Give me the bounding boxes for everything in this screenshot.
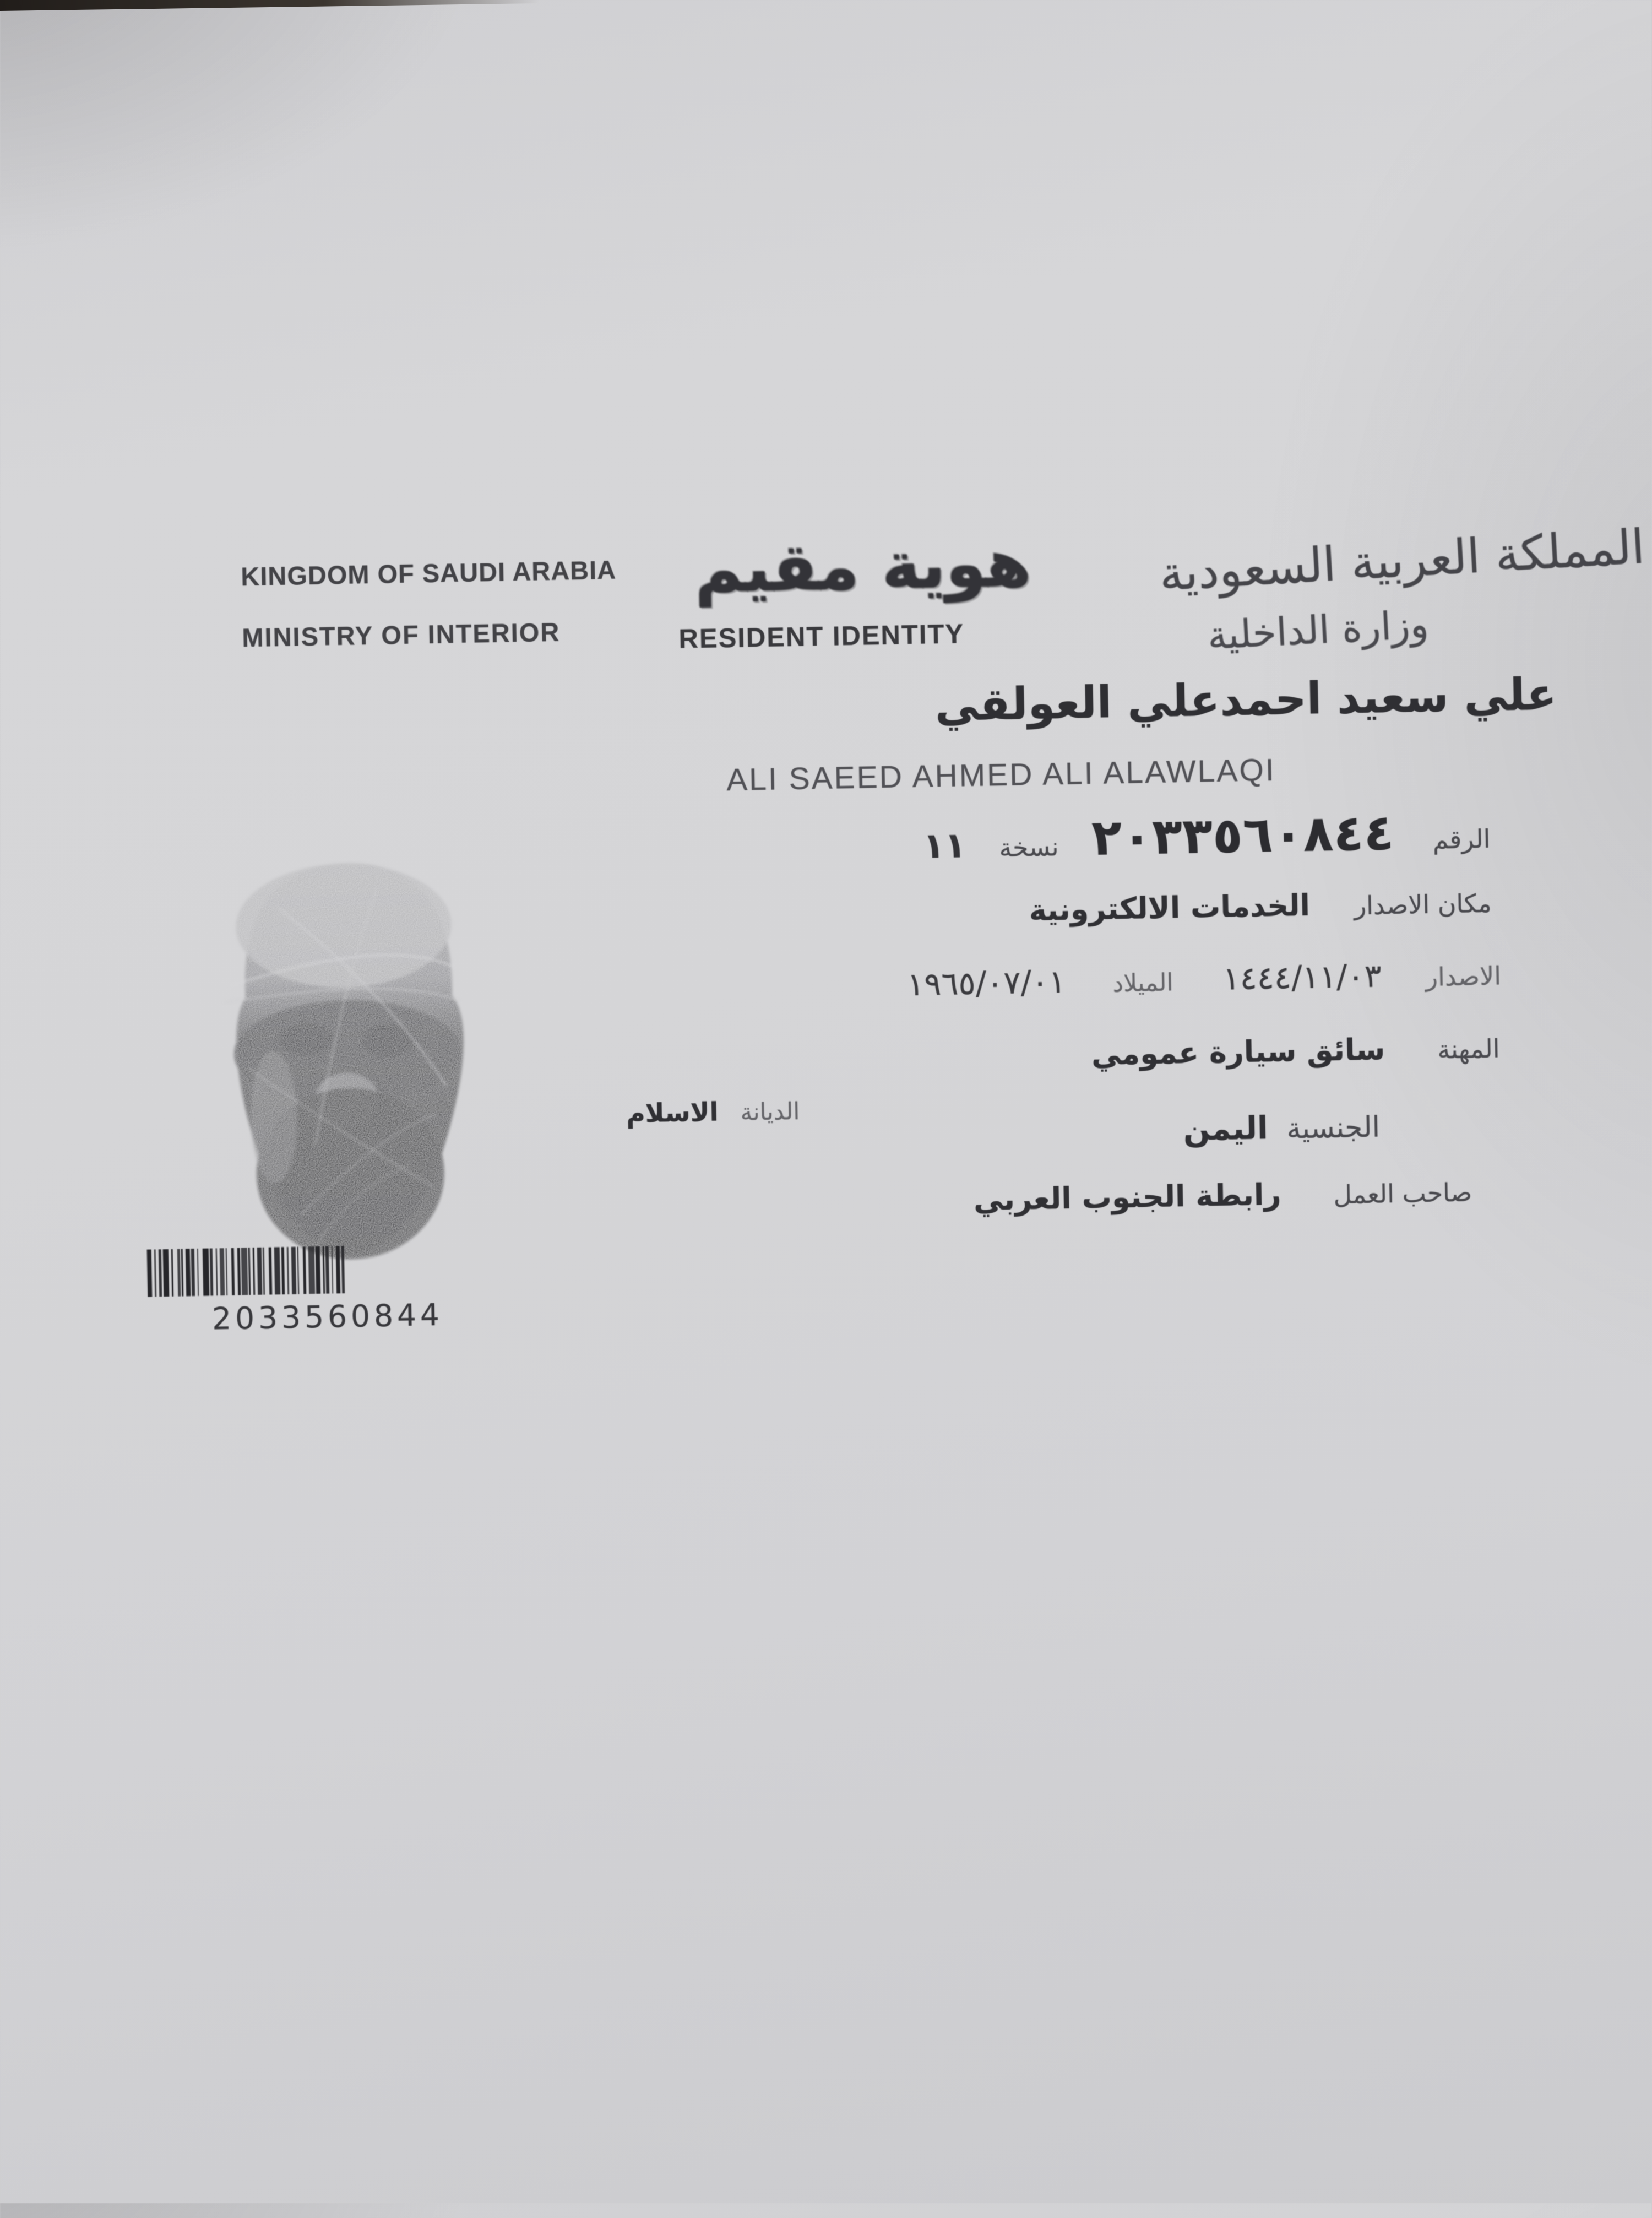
barcode-bar <box>323 1246 325 1294</box>
barcode-bar <box>316 1246 320 1294</box>
issue-place-row <box>1029 885 1492 928</box>
employer-row <box>974 1174 1472 1218</box>
religion-row <box>626 1096 800 1129</box>
copy-number-value: ١١ <box>922 825 966 867</box>
title-calligraphy-arabic: هوية مقيم <box>694 525 1032 608</box>
id-number-value: ٢٠٣٣٥٦٠٨٤٤ <box>1091 804 1395 867</box>
nationality-value: اليمن <box>1183 1110 1269 1148</box>
issue-date-value: ١٤٤٤/١١/٠٣ <box>1222 957 1382 997</box>
employer-value: رابطة الجنوب العربي <box>973 1176 1282 1218</box>
issue-date-label: الاصدار <box>1425 961 1502 993</box>
barcode-bar <box>253 1248 255 1295</box>
ministry-en-text: MINISTRY OF INTERIOR <box>241 617 561 653</box>
copy-label: نسخة <box>998 832 1059 863</box>
employer-label: صاحب العمل <box>1333 1177 1472 1210</box>
barcode-bar <box>268 1248 272 1295</box>
issue-place-value: الخدمات الالكترونية <box>1029 887 1311 928</box>
barcode <box>147 1243 522 1297</box>
barcode-bar <box>191 1249 195 1296</box>
barcode-bar <box>147 1250 152 1297</box>
barcode-bar <box>210 1248 214 1295</box>
number-label: الرقم <box>1432 823 1491 855</box>
kingdom-calligraphy-arabic: المملكة العربية السعودية <box>1158 519 1646 602</box>
title-english: RESIDENT IDENTITY <box>678 619 965 654</box>
barcode-bar <box>274 1247 281 1294</box>
barcode-bar <box>215 1248 218 1295</box>
barcode-bar <box>231 1248 235 1295</box>
barcode-bar <box>197 1249 199 1296</box>
kingdom-en-text: KINGDOM OF SAUDI ARABIA <box>240 555 617 592</box>
barcode-bar <box>248 1248 251 1295</box>
barcode-bar <box>158 1249 162 1297</box>
portrait-photo <box>195 854 502 1265</box>
barcode-bar <box>177 1249 181 1297</box>
profession-label: المهنة <box>1437 1033 1500 1065</box>
barcode-bar <box>297 1247 299 1294</box>
barcode-bar <box>203 1249 209 1296</box>
profession-row <box>1091 1030 1500 1072</box>
barcode-bar <box>171 1249 173 1297</box>
barcode-bar <box>162 1249 169 1297</box>
profession-value: سائق سيارة عمومي <box>1091 1032 1385 1072</box>
dates-row <box>906 955 1501 1004</box>
barcode-bar <box>335 1246 340 1293</box>
barcode-bar <box>308 1246 315 1294</box>
barcode-number: 2033560844 <box>211 1297 444 1337</box>
religion-value: الاسلام <box>626 1097 719 1129</box>
barcode-bar <box>291 1247 296 1294</box>
issue-place-label: مكان الاصدار <box>1354 888 1492 921</box>
barcode-bar <box>263 1248 265 1295</box>
barcode-bar <box>287 1247 289 1294</box>
barcode-bar <box>225 1248 227 1295</box>
barcode-bar <box>154 1249 156 1297</box>
barcode-bar <box>332 1246 334 1293</box>
barcode-bar <box>181 1249 183 1296</box>
id-number-row <box>922 802 1491 870</box>
birth-date-value: ١٩٦٥/٠٧/٠١ <box>906 962 1066 1004</box>
portrait-photo-graphic <box>195 854 502 1265</box>
nationality-label: الجنسية <box>1286 1110 1381 1146</box>
barcode-bar <box>241 1248 248 1295</box>
birth-date-label: الميلاد <box>1112 968 1174 998</box>
holder-name-arabic: علي سعيد احمدعلي العولقي <box>934 668 1557 731</box>
barcode-bar <box>303 1246 307 1294</box>
ministry-calligraphy-arabic: وزارة الداخلية <box>1206 601 1430 659</box>
barcode-bar <box>325 1246 329 1294</box>
holder-name-english: ALI SAEED AHMED ALI ALAWLAQI <box>726 752 1276 798</box>
barcode-bar <box>281 1247 285 1294</box>
religion-label: الديانة <box>740 1097 800 1126</box>
barcode-bar <box>237 1248 241 1295</box>
nationality-row <box>1183 1108 1380 1148</box>
barcode-bar <box>186 1249 191 1296</box>
header-english <box>241 555 618 653</box>
barcode-bar <box>220 1248 225 1295</box>
barcode-bar <box>257 1248 262 1295</box>
barcode-bar <box>341 1246 345 1293</box>
